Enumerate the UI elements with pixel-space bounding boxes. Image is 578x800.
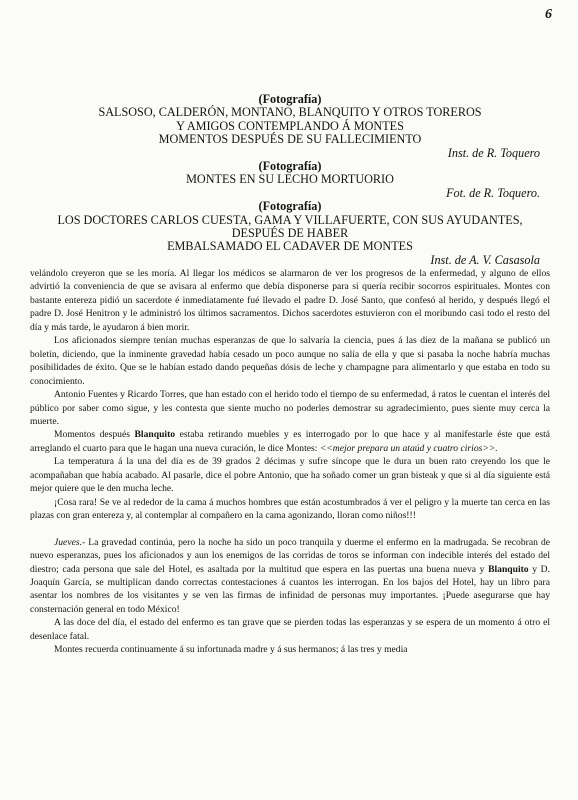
page-number: 6 (545, 7, 552, 22)
paragraph: velándolo creyeron que se les moría. Al llegar los médicos se alarmaron de ver los progresos de la enfermedad, y alguno de ellos advirtió la conveniencia de que se avisara al enfermo que debía disponerse para si quería recibir socorros espirituales. Montes con bastante entereza pidió un sacerdote é inmediatamente fué llevado el padre D. José Santo, que confesó al herido, y después llegó el padre D. José Henitron y le administró los últimos sacramentos. Dichos sacerdotes estuvieron con el moribundo casi todo el resto del día y más tarde, le ayudaron á bien morir. (30, 268, 550, 333)
paragraph-text: y D. Joaquín García, se multiplican dando correctas contestaciones á cuantos les interrogan. En los bajos del Hotel, hay un libro para asentar los nombres de los visitantes y se ven las firmas de infinidad de personas muy importantes. ¡Puede asegurarse que hay consternación general en todo México! (30, 563, 551, 615)
caption-line: MOMENTOS DESPUÉS DE SU FALLECIMIENTO (158, 132, 422, 147)
caption-label: (Fotografía) (258, 159, 322, 174)
paragraph (30, 536, 550, 617)
quote: <<mejor prepara un ataúd y cuatro cirios>>. (319, 442, 498, 454)
name-blanquito: Blanquito (134, 429, 176, 441)
paragraph-text: - La gravedad continúa, pero la noche ha sido un poco tranquila y duerme el enfermo en la madrugada. Se recobran de nuevo esperanzas, pues los aficionados y aun los enemigos de las corridas de toros se informan con indecible interés del estado del diestro; cada persona que sale del Hotel, es asaltada por la multitud que espera en las puertas una buena nueva y (30, 536, 550, 575)
caption-credit: Fot. de R. Toquero. (446, 185, 540, 200)
caption-line: MONTES EN SU LECHO MORTUORIO (186, 172, 394, 187)
caption-1 (40, 93, 540, 160)
paragraph-text: estaba retirando muebles y es interrogado por lo que hace y al manifestarle éste que está arreglando el cuarto para que le hagan una nueva curación, le dice Montes: (30, 429, 550, 454)
paragraph: A las doce del día, el estado del enfermo es tan grave que se pierden todas las esperanzas y se espera de un momento á otro el desenlace fatal. (30, 617, 550, 642)
caption-2 (40, 160, 540, 200)
paragraph-text: Momentos después (54, 429, 135, 441)
body-text (30, 267, 550, 657)
caption-label: (Fotografía) (258, 199, 322, 214)
day-heading: Jueves. (54, 536, 82, 548)
caption-line: SALSOSO, CALDERÓN, MONTANO, BLANQUITO Y OTROS TOREROS (98, 105, 482, 120)
caption-line: DESPUÉS DE HABER (231, 226, 349, 241)
caption-credit: Inst. de R. Toquero (447, 145, 540, 160)
paragraph: Los aficionados siempre tenían muchas esperanzas de que lo salvaría la ciencia, pues á las diez de la mañana se publicó un boletín, diciendo, que la inminente gravedad había cesado un poco aunque no salía de ella y que si pasaba la noche habría muchas posibilidades de éxito. Que se le habían estado dando pequeñas dósis de leche y champagne para alimentarlo y que estaba en todo su conocimiento. (30, 335, 550, 387)
paragraph: Montes recuerda continuamente á su infortunada madre y á sus hermanos; á las tres y media (54, 644, 408, 656)
caption-credit: Inst. de A. V. Casasola (430, 252, 540, 267)
paragraph: La temperatura á la una del día es de 39 grados 2 décimas y sufre síncope que le dura un buen rato creyendo los que le acompañaban que había acabado. Al pasarle, dice el pobre Antonio, que ha soñado comer un gran bisteak y que si al día siguiente está mejor quiere que le den mucha leche. (30, 456, 550, 495)
caption-label: (Fotografía) (258, 92, 322, 106)
caption-line: EMBALSAMADO EL CADAVER DE MONTES (167, 239, 413, 254)
caption-line: LOS DOCTORES CARLOS CUESTA, GAMA Y VILLAFUERTE, CON SUS AYUDANTES, (57, 212, 523, 227)
caption-3 (40, 200, 540, 267)
paragraph: ¡Cosa rara! Se ve al rededor de la cama á muchos hombres que están acostumbrados á ver el peligro y la muerte tan cerca en las plazas con gran entereza y, al contemplar al compañero en la cama agonizando, lloran como niños!!! (30, 496, 550, 522)
paragraph: Antonio Fuentes y Ricardo Torres, que han estado con el herido todo el tiempo de su enfermedad, á ratos le cuentan el interés del público por saber como sigue, y les contesta que siente mucho no poderles demostrar su agradecimiento, pues siente muy cerca la muerte. (30, 389, 550, 427)
name-blanquito: Blanquito (488, 563, 529, 575)
caption-line: Y AMIGOS CONTEMPLANDO Á MONTES (176, 118, 404, 133)
paragraph (30, 428, 550, 455)
photo-captions (40, 93, 540, 267)
